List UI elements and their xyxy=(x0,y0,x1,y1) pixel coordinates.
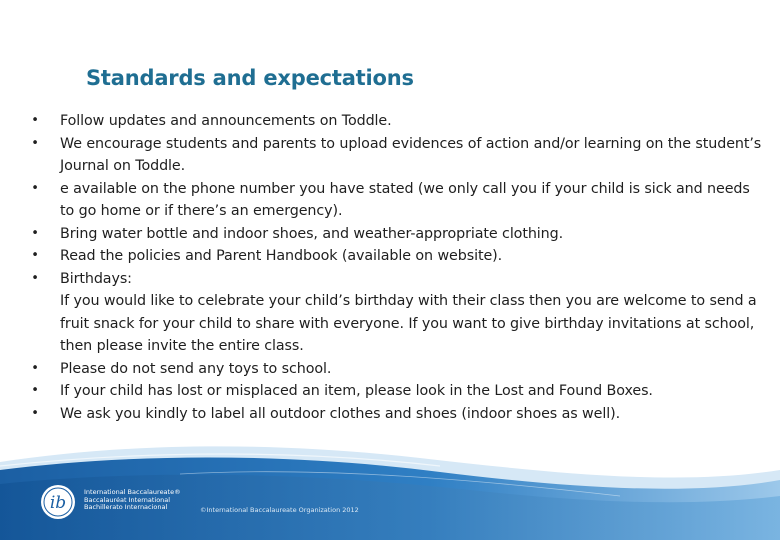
bullet-icon: • xyxy=(31,180,39,196)
list-item xyxy=(28,403,768,426)
list-item-text: Bring water bottle and indoor shoes, and weather-appropriate clothing. xyxy=(60,225,564,242)
list-item xyxy=(28,380,768,403)
list-item-text: Please do not send any toys to school. xyxy=(60,360,332,377)
list-item xyxy=(28,110,768,133)
bullet-icon: • xyxy=(31,248,39,263)
org-line-fr: Baccalauréat International xyxy=(84,495,171,504)
list-item xyxy=(28,223,768,246)
ib-logo-icon xyxy=(40,484,76,520)
org-line-en: International Baccalaureate® xyxy=(84,488,181,496)
list-item xyxy=(28,133,768,178)
bullet-icon: • xyxy=(31,270,39,286)
list-item-text: We ask you kindly to label all outdoor clothes and shoes (indoor shoes as well). xyxy=(60,405,621,422)
ib-organization-name xyxy=(84,489,181,512)
list-item xyxy=(28,268,768,358)
birthday-details: If you would like to celebrate your child’s birthday with their class then you are welcome to send a fruit snack for your child to share with everyone. If you want to give birthday invitations at school, then please invite the entire class. xyxy=(60,293,757,354)
list-item xyxy=(28,358,768,381)
list-item-text: Read the policies and Parent Handbook (available on website). xyxy=(60,248,503,264)
list-item-text: Birthdays: xyxy=(60,270,132,287)
bullet-icon: • xyxy=(31,225,39,241)
list-item-text: If your child has lost or misplaced an item, please look in the Lost and Found Boxes. xyxy=(60,383,653,399)
bullet-icon: • xyxy=(31,383,39,398)
bullet-icon: • xyxy=(31,360,39,376)
expectations-list xyxy=(28,110,768,425)
list-item xyxy=(28,178,768,223)
list-item-text: Follow updates and announcements on Toddle. xyxy=(60,113,392,129)
bullet-icon: • xyxy=(31,405,39,421)
list-item xyxy=(28,245,768,268)
bullet-icon: • xyxy=(31,113,39,128)
copyright-text: ©International Baccalaureate Organization 2012 xyxy=(200,506,359,514)
org-line-es: Bachillerato Internacional xyxy=(84,503,168,512)
bullet-icon: • xyxy=(31,135,39,151)
slide-title: Standards and expectations xyxy=(86,66,414,90)
list-item-text: e available on the phone number you have stated (we only call you if your child is sick and needs to go home or if there’s an emergency). xyxy=(60,180,750,219)
svg-text:ib: ib xyxy=(49,493,67,513)
list-item-text: We encourage students and parents to upload evidences of action and/or learning on the student’s Journal on Toddle. xyxy=(60,135,762,174)
